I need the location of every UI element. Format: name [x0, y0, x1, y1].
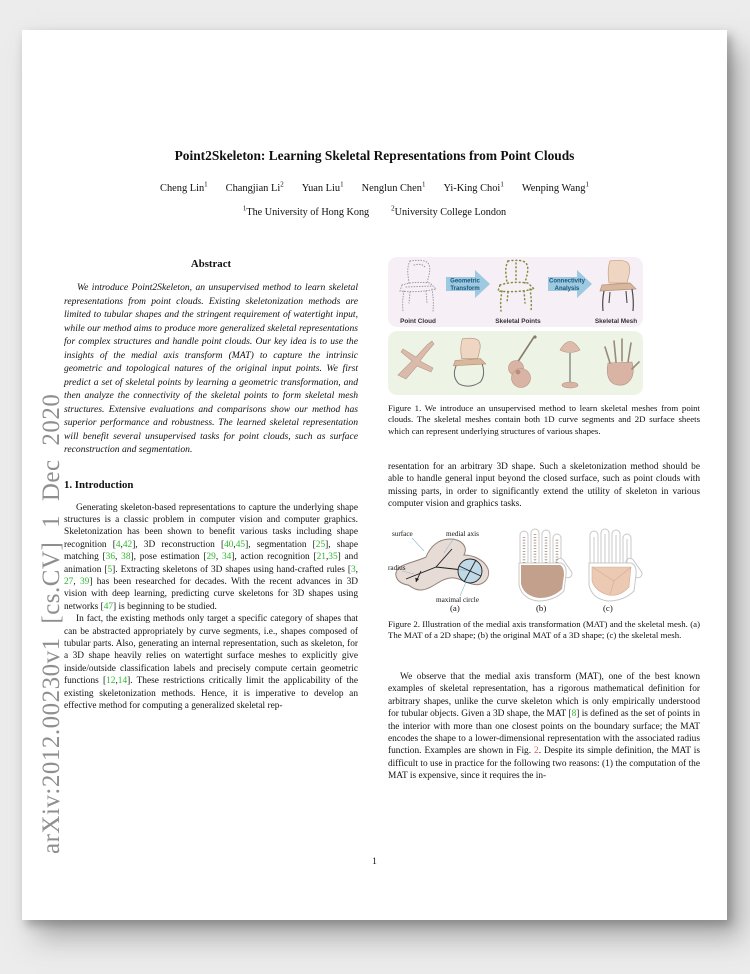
citation-link[interactable]: 4 — [115, 539, 121, 550]
author-name: Nenglun Chen$^1$ — [361, 180, 426, 194]
citation-link[interactable]: 47 — [103, 601, 114, 612]
author-name: Yuan Liu$^1$ — [301, 180, 344, 194]
maximal-circle-annotation: maximal circle — [436, 596, 479, 604]
arrow2-label-line2: Analysis — [554, 286, 580, 292]
lamp-shape — [560, 342, 580, 389]
skeletal-points-chair-image — [498, 260, 534, 311]
citation-link[interactable]: 45 — [235, 539, 246, 550]
affiliation: $^1$The University of Hong Kong — [242, 204, 370, 218]
author-affiliation-mark: 2 — [280, 180, 284, 189]
text-run: . Despite its simple definition, the MAT is difficult to use in practice for the following two reasons: (1) the computation of the MAT is expensive, since it requires the in- — [388, 746, 700, 782]
author-name: Cheng Lin$^1$ — [160, 180, 208, 194]
affiliation-mark: 1 — [242, 204, 247, 213]
citation-link[interactable]: 27 — [64, 576, 74, 587]
figure-2-sublabel-c: (c) — [603, 603, 613, 613]
author-affiliation-mark: 1 — [421, 180, 426, 189]
author-affiliation-mark: 1 — [585, 180, 589, 189]
text-run: ]. These restrictions critically limit the applicability of the existing skeletonization methods. Hence, it is imperative to develop an effective method for computing a generalized skeletal rep- — [64, 676, 358, 711]
text-run: ], 3D reconstruction [ — [132, 539, 225, 550]
surface-annotation: surface — [392, 530, 413, 538]
text-run: ], action recognition [ — [231, 552, 317, 563]
figure-2-image — [388, 527, 700, 605]
arrow1-label-line2: Transform — [450, 286, 480, 292]
figure-2-graphic — [388, 527, 700, 605]
citation-link[interactable]: 42 — [122, 539, 133, 550]
intro-paragraph-2 — [64, 613, 358, 712]
paper-title: Point2Skeleton: Learning Skeletal Representations from Point Clouds — [174, 148, 575, 163]
mat-2d-shape-image — [388, 530, 489, 604]
text-run: ] has been researched for decades. With the recent advances in 3D vision with deep learning, predicting curve skeletons for 3D shapes using networks [ — [64, 576, 359, 612]
figure-1-caption: Figure 1. We introduce an unsupervised method to learn skeletal meshes from point clouds. The skeletal meshes contain both 1D curve segments and 2D surface sheets which can represent underlying structures of various shapes. — [388, 403, 700, 436]
citation-link[interactable]: 3 — [350, 564, 356, 575]
citation-link[interactable]: 8 — [571, 709, 577, 720]
hand-shape — [605, 339, 639, 385]
text-run: , — [233, 539, 236, 550]
author-name: Wenping Wang$^1$ — [521, 180, 589, 194]
figure-1-caption-block — [388, 403, 700, 437]
guitar-shape — [509, 335, 537, 387]
citation-link[interactable]: 36 — [105, 552, 116, 563]
point-cloud-label: Point Cloud — [400, 318, 436, 325]
text-run: In fact, the existing methods only target a specific category of shapes that can be abstracted appropriately by curve segments, i.e., shapes composed of tubular parts. Also, generating an internal representation, such as skeleton, for a 3D shape heavily relies on watertight surface meshes to explicitly give inside/outside classification labels and precisely compute certain geometric functions [ — [64, 614, 358, 687]
citation-link[interactable]: 21 — [316, 552, 326, 563]
text-run: ] is defined as the set of points in the interior with more than one closest points on the boundary surface; the MAT encodes the shape to a lower-dimensional representation with the associated radius function. Examples are shown in Fig. — [388, 709, 700, 757]
text-run: ] is beginning to be studied. — [113, 601, 217, 612]
citation-link[interactable]: 40 — [224, 539, 234, 550]
text-run: Generating skeleton-based representations to capture the underlying shape structures is a classic problem in computer vision and computer graphics. Skeletonization has been shown to benefit various tasks including shape recognition [ — [64, 502, 358, 550]
author-name: Yi-King Choi$^1$ — [443, 180, 504, 194]
figure-2-caption: Figure 2. Illustration of the medial axis transformation (MAT) and the skeletal mesh. (a) The MAT of a 2D shape; (b) the original MAT of a 3D shape; (c) the skeletal mesh. — [388, 619, 700, 641]
author-affiliation-mark: 1 — [340, 180, 344, 189]
observe-paragraph-block — [388, 671, 700, 783]
author-affiliation-mark: 1 — [500, 180, 504, 189]
point-cloud-chair-image — [400, 260, 436, 311]
skeletal-mesh-chair-image — [600, 260, 636, 311]
medial-axis-annotation: medial axis — [446, 530, 479, 538]
text-run: ]. Extracting skeletons of 3D shapes using hand-crafted rules [ — [112, 564, 351, 575]
figure-1-examples-graphic — [388, 331, 643, 395]
text-run: , — [120, 539, 123, 550]
mat-3d-hand-image — [519, 529, 574, 601]
text-run: , — [325, 552, 329, 563]
citation-link[interactable]: 38 — [121, 552, 131, 563]
affiliations-row — [22, 204, 727, 218]
arxiv-watermark: arXiv:2012.00230v1 [cs.CV] 1 Dec 2020 — [38, 393, 65, 854]
skeletal-mesh-hand-image — [589, 529, 644, 601]
continuation-paragraph: resentation for an arbitrary 3D shape. Such a skeletonization method should be able to handle general input beyond the closed surface, such as point clouds with missing parts, in order to significantly extend the utility of skeleton in various computer vision and graphics tasks. — [388, 462, 700, 510]
chair-shape — [453, 338, 485, 386]
figure-2-sublabel-a: (a) — [450, 603, 460, 613]
author-affiliation-mark: 1 — [204, 180, 208, 189]
text-run: , — [115, 552, 122, 563]
text-run: ] and animation [ — [64, 552, 359, 575]
affiliation: $^2$University College London — [391, 204, 507, 218]
figure-1-pipeline-panel — [388, 257, 643, 327]
citation-link[interactable]: 5 — [107, 564, 113, 575]
text-run: ], shape matching [ — [64, 539, 358, 563]
figure-1-pipeline-graphic — [388, 257, 643, 327]
citation-link[interactable]: 14 — [117, 676, 128, 687]
abstract-text: We introduce Point2Skeleton, an unsupervised method to learn skeletal representations from point clouds. Existing skeletonization methods are limited to tubular shapes and the stringent requirement of watertight input, while our method aims to produce more generalized skeletal representations for complex structures and handle point clouds. Our key idea is to use the insights of the medial axis transform (MAT) to capture the intrinsic geometric and topological natures of the original input points. We first predict a set of skeletal points by learning a geometric transformation, and then analyze the connectivity of the skeletal points to form skeletal mesh structures. Extensive evaluations and comparisons show our method has superior performance and robustness. The learned skeletal representation will benefit several unsupervised tasks for point clouds, such as surface reconstruction and segmentation. — [64, 282, 358, 455]
citation-link[interactable]: 29 — [206, 552, 216, 563]
citation-link[interactable]: 12 — [106, 676, 116, 687]
citation-link[interactable]: 35 — [328, 552, 338, 563]
text-run: , — [355, 564, 358, 575]
intro-paragraph-1 — [64, 502, 358, 614]
text-run: , — [115, 676, 118, 687]
figure-2-sublabel-b: (b) — [536, 603, 547, 613]
skeletal-mesh-label: Skeletal Mesh — [594, 318, 638, 325]
section-heading-introduction: 1. Introduction — [64, 478, 134, 491]
affiliation-mark: 2 — [391, 204, 395, 213]
text-run: ], pose estimation [ — [130, 552, 207, 563]
continuation-paragraph-block — [388, 461, 700, 511]
arrow2-label-line1: Connectivity — [548, 278, 586, 285]
figure-reference-link[interactable]: 2 — [534, 746, 539, 757]
citation-link[interactable]: 34 — [221, 552, 232, 563]
paper-page — [22, 30, 727, 920]
radius-annotation: radius — [388, 564, 406, 572]
authors-row — [22, 180, 727, 194]
page-number: 1 — [372, 857, 377, 867]
observe-paragraph — [388, 671, 700, 783]
figure-2-caption-block — [388, 619, 700, 642]
abstract-heading: Abstract — [190, 258, 232, 270]
citation-link[interactable]: 25 — [315, 539, 326, 550]
airplane-shape — [398, 341, 434, 379]
text-run: We observe that the medial axis transform (MAT), one of the best known examples of skeletal representation, has a rigorous mathematical definition for arbitrary shapes, unlike the curve skeleton which is only empirically understood for tubular objects. Given a 3D shape, the MAT [ — [388, 672, 700, 720]
left-column — [64, 258, 358, 712]
text-run: ], segmentation [ — [245, 539, 316, 550]
author-name: Changjian Li$^2$ — [225, 180, 284, 194]
right-column — [388, 255, 700, 905]
text-run: , — [73, 576, 80, 587]
figure-1-examples-panel — [388, 331, 643, 395]
arrow1-label-line1: Geometric — [450, 278, 480, 285]
skeletal-points-label: Skeletal Points — [495, 318, 541, 325]
citation-link[interactable]: 39 — [80, 576, 90, 587]
text-run: , — [215, 552, 222, 563]
